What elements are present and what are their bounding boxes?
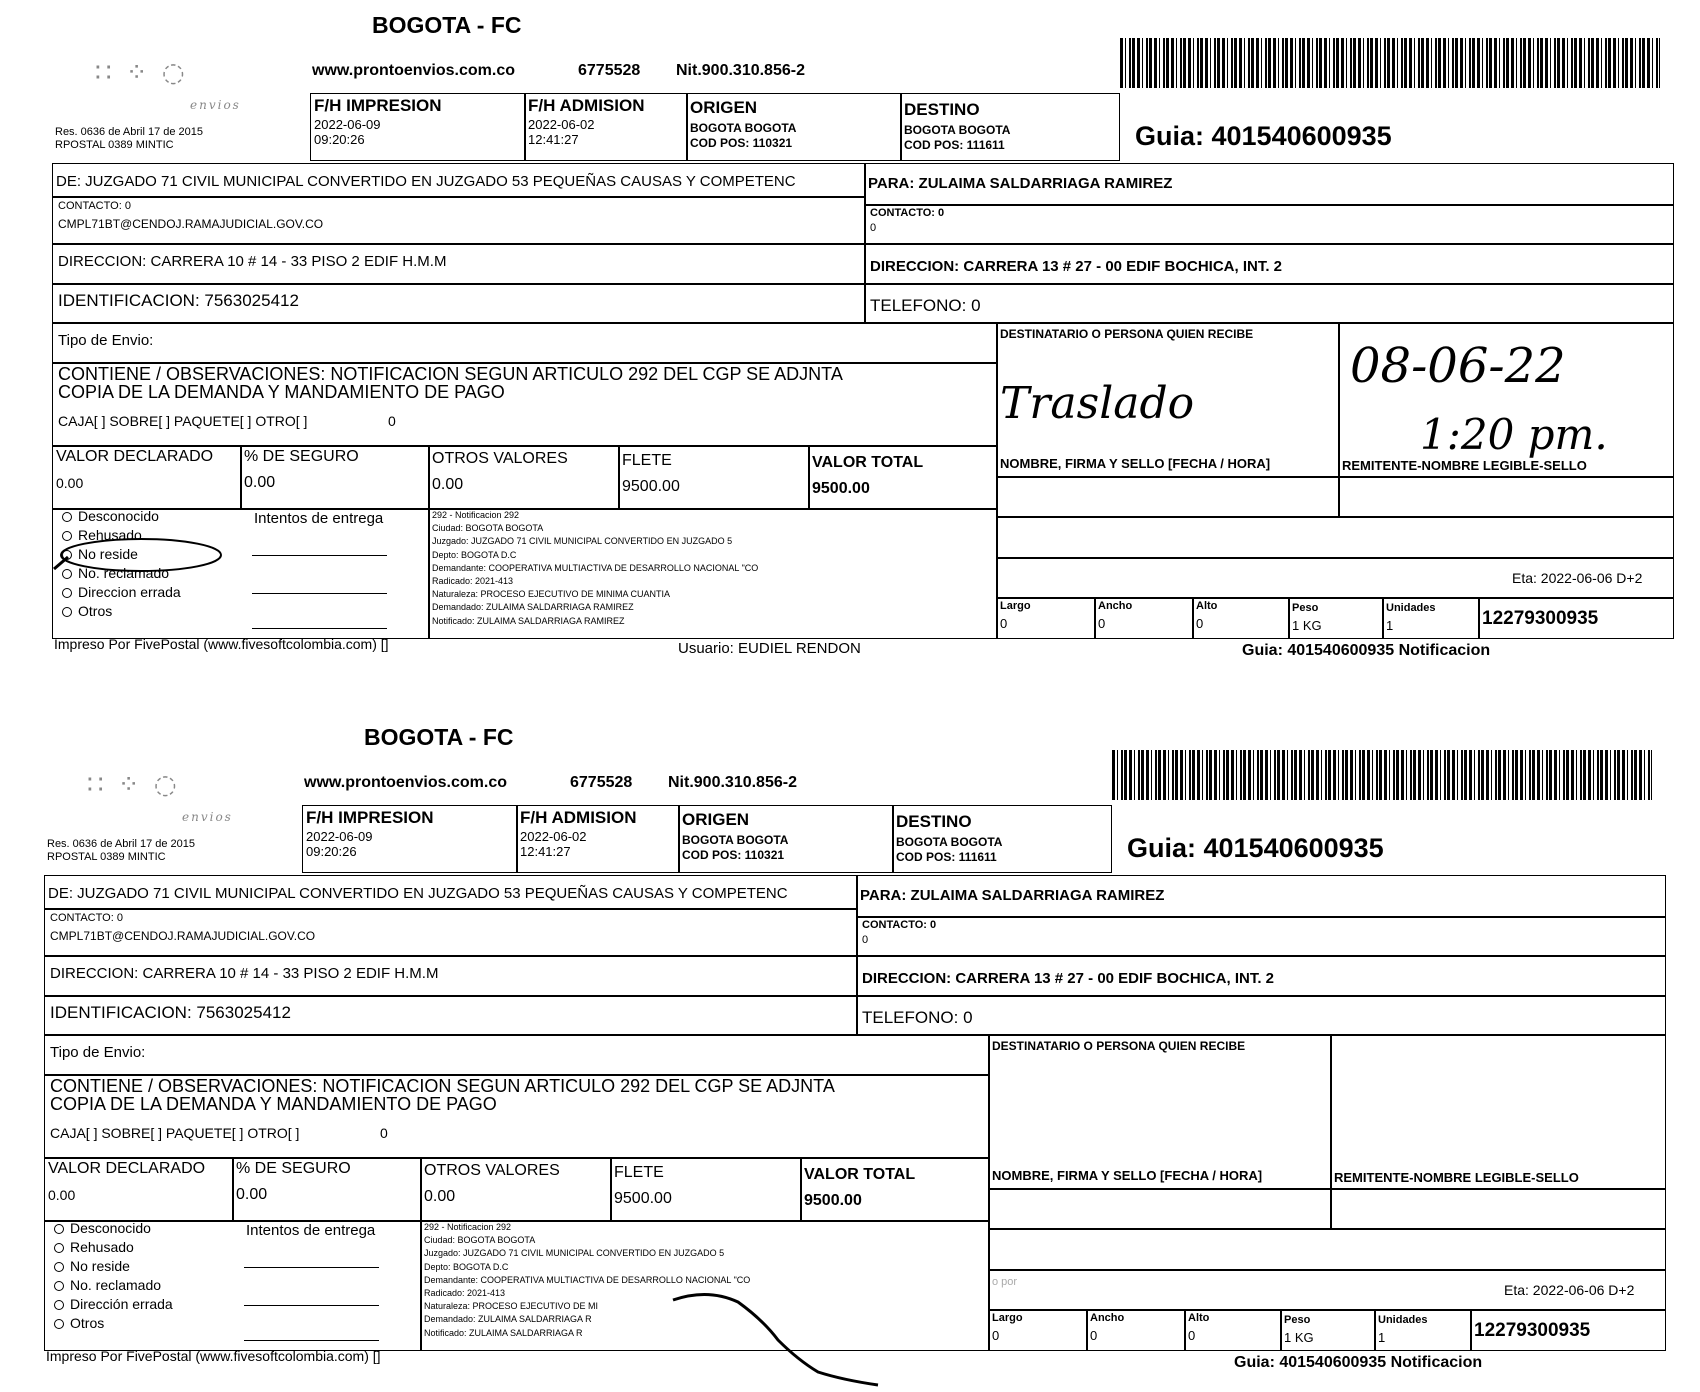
contacto-left: CONTACTO: 0 [50,912,123,924]
contacto-left: CONTACTO: 0 [58,200,131,212]
largo-label: Largo [992,1312,1023,1324]
status-option-label: No reside [78,546,138,562]
circle-mark [46,535,226,585]
tear-mark [668,1280,928,1390]
contiene-line-2: COPIA DE LA DEMANDA Y MANDAMIENTO DE PAGO [50,1094,497,1114]
detail-line: Depto: BOGOTA D.C [432,549,517,560]
contiene-line-1: CONTIENE / OBSERVACIONES: NOTIFICACION SEGUN ARTICULO 292 DEL CGP SE ADJNTA [50,1076,835,1096]
origen-city: BOGOTA BOGOTA [690,121,797,135]
direccion-right: DIRECCION: CARRERA 13 # 27 - 00 EDIF BOCHICA, INT. 2 [870,258,1283,275]
status-option[interactable] [54,1220,151,1236]
total: 9500.00 [812,480,870,497]
radio-icon [54,1243,64,1253]
unidades-label: Unidades [1378,1314,1428,1326]
otros-label: OTROS VALORES [432,450,568,467]
para-line: PARA: ZULAIMA SALDARRIAGA RAMIREZ [860,887,1165,904]
guia-number: Guia: 401540600935 [1135,121,1392,151]
fh-impresion-time: 09:20:26 [306,844,357,859]
seguro: 0.00 [236,1186,268,1203]
fh-impresion-label: F/H IMPRESION [306,808,434,827]
status-option[interactable] [54,1258,130,1274]
radio-icon [54,1319,64,1329]
status-option[interactable] [62,584,181,600]
flete: 9500.00 [622,478,680,495]
nit: Nit.900.310.856-2 [676,62,805,79]
largo-label: Largo [1000,600,1031,612]
logo-text: envios [182,810,233,824]
detail-line: Depto: BOGOTA D.C [424,1261,509,1272]
intentos-label: Intentos de entrega [246,1222,376,1239]
status-option-label: Otros [78,603,113,619]
alto: 0 [1196,616,1204,631]
detail-line: 292 - Notificacion 292 [424,1222,512,1232]
caja-options: CAJA[ ] SOBRE[ ] PAQUETE[ ] OTRO[ ] [50,1125,300,1141]
eta: Eta: 2022-06-06 D+2 [1504,1282,1635,1298]
tipo-envio: Tipo de Envio: [58,332,154,349]
fh-admision-value: 2022-06-02 [520,829,587,844]
status-option-label: No. reclamado [70,1277,162,1293]
resolution: Res. 0636 de Abril 17 de 2015 [47,838,196,850]
origen-cp: COD POS: 110321 [682,848,785,862]
detail-line: Notificado: ZULAIMA SALDARRIAGA RAMIREZ [432,615,625,626]
usuario: Usuario: EUDIEL RENDON [678,640,861,657]
radio-icon [54,1224,64,1234]
largo: 0 [992,1328,1000,1343]
shipping-slip [0,0,1700,680]
destino-city: BOGOTA BOGOTA [904,123,1011,137]
alto-label: Alto [1188,1312,1210,1324]
contacto-right-value: 0 [870,222,877,234]
total-label: VALOR TOTAL [804,1166,916,1183]
valor-declarado-label: VALOR DECLARADO [56,448,214,465]
fh-admision-label: F/H ADMISION [528,96,645,115]
ancho-label: Ancho [1090,1312,1125,1324]
guia-notificacion: Guia: 401540600935 Notificacion [1234,1354,1483,1371]
destinatario-label: DESTINATARIO O PERSONA QUIEN RECIBE [992,1039,1246,1053]
detail-line: Juzgado: JUZGADO 71 CIVIL MUNICIPAL CONVERTIDO EN JUZGADO 5 [424,1248,725,1259]
status-option[interactable] [62,603,112,619]
valor-declarado-label: VALOR DECLARADO [48,1160,206,1177]
otros: 0.00 [432,476,464,493]
detail-line: Juzgado: JUZGADO 71 CIVIL MUNICIPAL CONVERTIDO EN JUZGADO 5 [432,536,733,547]
peso: 1 KG [1292,618,1322,633]
fh-admision-time: 12:41:27 [520,844,571,859]
nombre-firma-label: NOMBRE, FIRMA Y SELLO [FECHA / HORA] [1000,456,1271,471]
city-title: BOGOTA - FC [364,724,514,750]
status-option-label: Dirección errada [70,1296,173,1312]
origen-city: BOGOTA BOGOTA [682,833,789,847]
seguro-label: % DE SEGURO [236,1160,351,1177]
direccion-right: DIRECCION: CARRERA 13 # 27 - 00 EDIF BOCHICA, INT. 2 [862,970,1275,987]
identificacion: IDENTIFICACION: 7563025412 [50,1003,291,1022]
logo-text: envios [190,98,241,112]
impreso-por: Impreso Por FivePostal (www.fivesoftcolombia.com) [] [54,636,389,652]
status-option-label: Rehusado [78,527,142,543]
status-option[interactable] [54,1296,173,1312]
tracking-number: 12279300935 [1474,1320,1591,1341]
shipping-slip [0,712,1692,1392]
seguro: 0.00 [244,474,276,491]
detail-line: 292 - Notificacion 292 [432,510,520,520]
tracking-number: 12279300935 [1482,608,1599,629]
detail-line: Radicado: 2021-413 [424,1288,506,1298]
total-label: VALOR TOTAL [812,454,924,471]
status-option-label: Rehusado [70,1239,134,1255]
unidades-label: Unidades [1386,602,1436,614]
remitente-label: REMITENTE-NOMBRE LEGIBLE-SELLO [1334,1170,1579,1185]
status-option[interactable] [54,1239,134,1255]
caja-value: 0 [388,413,396,429]
peso-label: Peso [1284,1314,1311,1326]
email: CMPL71BT@CENDOJ.RAMAJUDICIAL.GOV.CO [58,217,324,231]
detail-line: Naturaleza: PROCESO EJECUTIVO DE MI [424,1301,599,1312]
ancho-label: Ancho [1098,600,1133,612]
guia-number: Guia: 401540600935 [1127,833,1384,863]
destino-label: DESTINO [896,812,972,831]
logo: ∷ ⁘ ◌ [87,770,180,800]
eta: Eta: 2022-06-06 D+2 [1512,570,1643,586]
detail-line: Naturaleza: PROCESO EJECUTIVO DE MINIMA CUANTIA [432,589,671,600]
ancho: 0 [1098,616,1106,631]
unidades: 1 [1378,1330,1386,1345]
status-option-label: Direccion errada [78,584,181,600]
logo: ∷ ⁘ ◌ [95,58,188,88]
detail-line: Demandado: ZULAIMA SALDARRIAGA R [424,1314,592,1325]
fh-admision-value: 2022-06-02 [528,117,595,132]
valor-declarado: 0.00 [56,475,84,491]
status-option[interactable] [62,508,159,524]
origen-cp: COD POS: 110321 [690,136,793,150]
barcode [1120,38,1660,88]
peso-label: Peso [1292,602,1319,614]
destinatario-label: DESTINATARIO O PERSONA QUIEN RECIBE [1000,327,1254,341]
caja-value: 0 [380,1125,388,1141]
para-line: PARA: ZULAIMA SALDARRIAGA RAMIREZ [868,175,1173,192]
origen-label: ORIGEN [690,98,758,117]
detail-line: Demandante: COOPERATIVA MULTIACTIVA DE DESARROLLO NACIONAL "CO [424,1274,751,1285]
otros-label: OTROS VALORES [424,1162,560,1179]
rpostal: RPOSTAL 0389 MINTIC [55,139,174,151]
resolution: Res. 0636 de Abril 17 de 2015 [55,126,204,138]
status-option[interactable] [54,1315,104,1331]
detail-line: Notificado: ZULAIMA SALDARRIAGA R [424,1327,583,1338]
detail-line: Demandado: ZULAIMA SALDARRIAGA RAMIREZ [432,602,634,613]
direccion-left: DIRECCION: CARRERA 10 # 14 - 33 PISO 2 EDIF H.M.M [50,965,439,982]
status-option[interactable] [54,1277,161,1293]
radio-icon [62,588,72,598]
valor-declarado: 0.00 [48,1187,76,1203]
detail-line: Radicado: 2021-413 [432,576,514,586]
fh-impresion-value: 2022-06-09 [314,117,381,132]
detail-line: Ciudad: BOGOTA BOGOTA [432,523,544,534]
ancho: 0 [1090,1328,1098,1343]
email: CMPL71BT@CENDOJ.RAMAJUDICIAL.GOV.CO [50,929,316,943]
flete-label: FLETE [614,1164,664,1181]
caja-options: CAJA[ ] SOBRE[ ] PAQUETE[ ] OTRO[ ] [58,413,308,429]
nit: Nit.900.310.856-2 [668,774,797,791]
alto-label: Alto [1196,600,1218,612]
alto: 0 [1188,1328,1196,1343]
largo: 0 [1000,616,1008,631]
peso: 1 KG [1284,1330,1314,1345]
contacto-right: CONTACTO: 0 [862,919,937,931]
contiene-line-2: COPIA DE LA DEMANDA Y MANDAMIENTO DE PAGO [58,382,505,402]
radio-icon [62,607,72,617]
radio-icon [54,1262,64,1272]
de-line: DE: JUZGADO 71 CIVIL MUNICIPAL CONVERTIDO EN JUZGADO 53 PEQUEÑAS CAUSAS Y COMPETENC [48,885,788,902]
status-option-label: Desconocido [70,1220,151,1236]
detail-line: Ciudad: BOGOTA BOGOTA [424,1235,536,1246]
fh-impresion-value: 2022-06-09 [306,829,373,844]
status-option-label: No reside [70,1258,130,1274]
radio-icon [54,1300,64,1310]
tipo-envio: Tipo de Envio: [50,1044,146,1061]
phone: 6775528 [578,62,641,79]
handwritten-date: 08-06-22 [1350,338,1566,394]
guia-notificacion: Guia: 401540600935 Notificacion [1242,642,1491,659]
rpostal: RPOSTAL 0389 MINTIC [47,851,166,863]
detail-line: Demandante: COOPERATIVA MULTIACTIVA DE DESARROLLO NACIONAL "CO [432,562,759,573]
impreso-por: Impreso Por FivePostal (www.fivesoftcolombia.com) [] [46,1348,381,1364]
radio-icon [54,1281,64,1291]
de-line: DE: JUZGADO 71 CIVIL MUNICIPAL CONVERTIDO EN JUZGADO 53 PEQUEÑAS CAUSAS Y COMPETENC [56,173,796,190]
flete-label: FLETE [622,452,672,469]
origen-label: ORIGEN [682,810,750,829]
contiene-line-1: CONTIENE / OBSERVACIONES: NOTIFICACION SEGUN ARTICULO 292 DEL CGP SE ADJNTA [58,364,843,384]
fh-impresion-time: 09:20:26 [314,132,365,147]
destino-label: DESTINO [904,100,980,119]
destino-city: BOGOTA BOGOTA [896,835,1003,849]
remitente-label: REMITENTE-NOMBRE LEGIBLE-SELLO [1342,458,1587,473]
telefono: TELEFONO: 0 [870,296,981,315]
direccion-left: DIRECCION: CARRERA 10 # 14 - 33 PISO 2 EDIF H.M.M [58,253,447,270]
identificacion: IDENTIFICACION: 7563025412 [58,291,299,310]
status-option-label: No. reclamado [78,565,170,581]
barcode [1112,750,1652,800]
fh-impresion-label: F/H IMPRESION [314,96,442,115]
website: www.prontoenvios.com.co [312,62,515,79]
fh-admision-label: F/H ADMISION [520,808,637,827]
fh-admision-time: 12:41:27 [528,132,579,147]
radio-icon [62,512,72,522]
website: www.prontoenvios.com.co [304,774,507,791]
intentos-label: Intentos de entrega [254,510,384,527]
destino-cp: COD POS: 111611 [896,850,997,864]
seguro-label: % DE SEGURO [244,448,359,465]
destino-cp: COD POS: 111611 [904,138,1005,152]
city-title: BOGOTA - FC [372,12,522,38]
faint-text: o por [992,1276,1018,1288]
contacto-right-value: 0 [862,934,869,946]
status-option-label: Desconocido [78,508,159,524]
contacto-right: CONTACTO: 0 [870,207,945,219]
phone: 6775528 [570,774,633,791]
telefono: TELEFONO: 0 [862,1008,973,1027]
unidades: 1 [1386,618,1394,633]
nombre-firma-label: NOMBRE, FIRMA Y SELLO [FECHA / HORA] [992,1168,1263,1183]
flete: 9500.00 [614,1190,672,1207]
status-option-label: Otros [70,1315,105,1331]
otros: 0.00 [424,1188,456,1205]
total: 9500.00 [804,1192,862,1209]
handwritten-time: 1:20 pm. [1420,410,1608,459]
handwritten-recibe: Traslado [1000,378,1195,429]
